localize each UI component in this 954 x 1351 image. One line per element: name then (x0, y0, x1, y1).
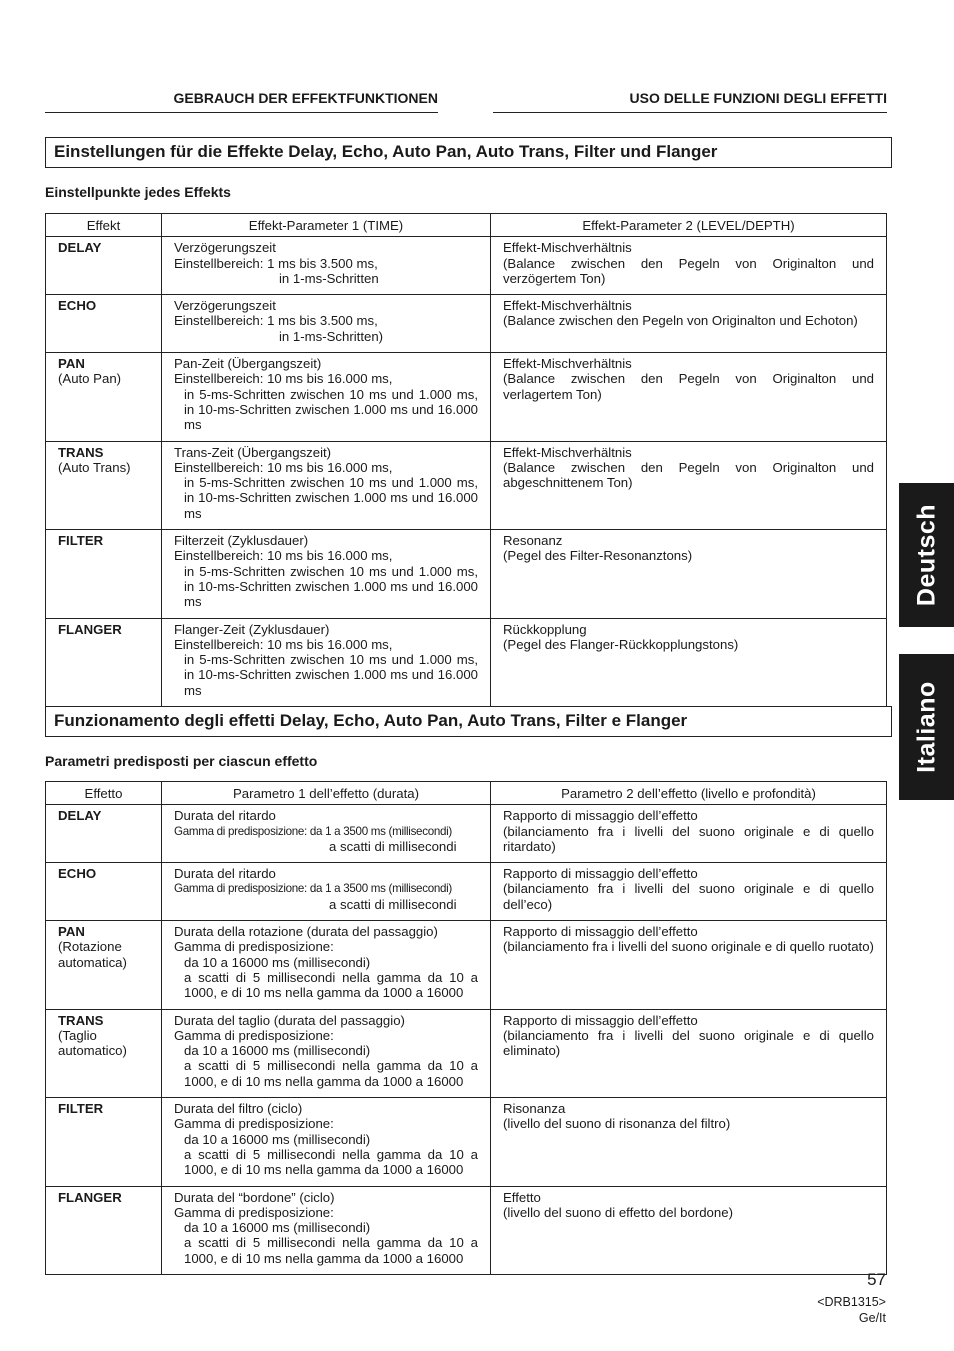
param-text: Pan-Zeit (Übergangszeit) (174, 356, 322, 372)
param-text: Durata del filtro (ciclo) (174, 1101, 303, 1117)
param-text: Effekt-Mischverhältnis (503, 444, 632, 460)
param-text: Rapporto di missaggio dell’effetto (503, 1012, 698, 1028)
param-text: (bilanciamento fra i livelli del suono originale e di quello ruotato) (503, 939, 874, 955)
param2-cell (491, 295, 887, 353)
effect-subname: (Auto Pan) (58, 371, 122, 387)
param1-cell (162, 863, 491, 921)
param-text: (bilanciamento fra i livelli del suono originale e di quello ritardato) (503, 823, 874, 854)
param-text: Durata della rotazione (durata del passaggio) (174, 924, 438, 940)
effect-cell (46, 295, 162, 353)
effect-cell (46, 441, 162, 529)
table-row (46, 805, 887, 863)
effect-name: ECHO (58, 866, 97, 882)
page-number: 57 (867, 1270, 886, 1289)
column-header: Effetto (46, 782, 162, 805)
effect-cell (46, 1098, 162, 1186)
effect-cell (46, 530, 162, 618)
param-text: Rapporto di missaggio dell’effetto (503, 866, 698, 882)
param-text: Effekt-Mischverhältnis (503, 356, 632, 372)
param-text: Durata del taglio (durata del passaggio) (174, 1012, 405, 1028)
param-text: Einstellbereich: 1 ms bis 3.500 ms, (174, 255, 378, 271)
param-text: (Pegel des Filter-Resonanztons) (503, 548, 693, 564)
param-text: a scatti di 5 millisecondi nella gamma da 10 a 1000, e di 10 ms nella gamma da 1000 a 16000 (184, 969, 478, 1001)
param2-cell (491, 805, 887, 863)
param-text: in 5-ms-Schritten zwischen 10 ms und 1.000 ms, in 10-ms-Schritten zwischen 1.000 ms und 16.000 ms (184, 386, 478, 433)
param-text: da 10 a 16000 ms (millisecondi) (184, 1043, 371, 1059)
table-header-row (46, 214, 887, 237)
param-text: Einstellbereich: 1 ms bis 3.500 ms, (174, 313, 378, 329)
param1-cell (162, 921, 491, 1009)
param-text: da 10 a 16000 ms (millisecondi) (184, 1220, 371, 1236)
effect-cell (46, 805, 162, 863)
column-header: Effekt (46, 214, 162, 237)
param-text: Gamma di predisposizione: (174, 1116, 334, 1132)
table-row (46, 353, 887, 441)
effect-name: PAN (58, 356, 85, 372)
param-text: Gamma di predisposizione: (174, 939, 334, 955)
table-row (46, 530, 887, 618)
effect-name: TRANS (58, 444, 104, 460)
effect-cell (46, 863, 162, 921)
section-title-it: Funzionamento degli effetti Delay, Echo, Auto Pan, Auto Trans, Filter e Flanger (45, 706, 892, 737)
table-row (46, 618, 887, 706)
param2-cell (491, 863, 887, 921)
param1-cell (162, 1098, 491, 1186)
param-text: (Balance zwischen den Pegeln von Originalton und Echoton) (503, 313, 858, 329)
param-text: Rapporto di missaggio dell’effetto (503, 924, 698, 940)
param-text: Trans-Zeit (Übergangszeit) (174, 444, 332, 460)
effect-name: ECHO (58, 298, 97, 314)
param-text: Verzögerungszeit (174, 240, 276, 256)
effect-subname: (Auto Trans) (58, 459, 131, 475)
table-row (46, 1009, 887, 1097)
param2-cell (491, 237, 887, 295)
column-header: Effekt-Parameter 2 (LEVEL/DEPTH) (491, 214, 887, 237)
table-row (46, 1098, 887, 1186)
effect-name: FLANGER (58, 1189, 122, 1205)
param2-cell (491, 1186, 887, 1274)
param-text: Rückkopplung (503, 621, 587, 637)
column-header: Effekt-Parameter 1 (TIME) (162, 214, 491, 237)
param-text: a scatti di millisecondi (329, 838, 457, 854)
param1-cell (162, 1009, 491, 1097)
effect-name: FILTER (58, 1101, 104, 1117)
effect-cell (46, 237, 162, 295)
param2-cell (491, 353, 887, 441)
param-text: da 10 a 16000 ms (millisecondi) (184, 1131, 371, 1147)
table-header-row (46, 782, 887, 805)
table-row (46, 1186, 887, 1274)
subtitle-it: Parametri predisposti per ciascun effetto (45, 753, 318, 769)
param-text: Einstellbereich: 10 ms bis 16.000 ms, (174, 371, 393, 387)
param-text: Einstellbereich: 10 ms bis 16.000 ms, (174, 636, 393, 652)
param-text: Effetto (503, 1189, 541, 1205)
param-text: (Balance zwischen den Pegeln von Originalton und verlagertem Ton) (503, 371, 874, 402)
effect-cell (46, 353, 162, 441)
param-text: Risonanza (503, 1101, 566, 1117)
param-text: in 5-ms-Schritten zwischen 10 ms und 1.000 ms, in 10-ms-Schritten zwischen 1.000 ms und 16.000 ms (184, 652, 478, 698)
param-text: a scatti di millisecondi (329, 896, 457, 912)
param1-cell (162, 805, 491, 863)
param1-cell (162, 618, 491, 706)
param-text: in 1-ms-Schritten (279, 270, 379, 286)
column-header: Parametro 2 dell’effetto (livello e profondità) (491, 782, 887, 805)
param-text: Gamma di predisposizione: (174, 1027, 334, 1043)
param-text: (bilanciamento fra i livelli del suono originale e di quello eliminato) (503, 1027, 874, 1059)
param-text: a scatti di 5 millisecondi nella gamma da 10 a 1000, e di 10 ms nella gamma da 1000 a 16000 (184, 1146, 478, 1178)
param-text: Effekt-Mischverhältnis (503, 240, 632, 256)
param-text: Gamma di predisposizione: da 1 a 3500 ms (millisecondi) (174, 882, 452, 896)
language-tab-italiano (899, 654, 954, 800)
param2-cell (491, 618, 887, 706)
header-right-title: USO DELLE FUNZIONI DEGLI EFFETTI (493, 90, 887, 113)
document-code-text: <DRB1315> (817, 1295, 886, 1309)
effect-cell (46, 618, 162, 706)
effect-name: PAN (58, 924, 85, 940)
param-text: (bilanciamento fra i livelli del suono originale e di quello dell’eco) (503, 881, 874, 912)
param-text: Effekt-Mischverhältnis (503, 298, 632, 314)
effect-cell (46, 921, 162, 1009)
section-title-de: Einstellungen für die Effekte Delay, Echo, Auto Pan, Auto Trans, Filter und Flanger (45, 137, 892, 168)
column-header: Parametro 1 dell’effetto (durata) (162, 782, 491, 805)
param-text: Durata del “bordone” (ciclo) (174, 1189, 335, 1205)
table-row (46, 237, 887, 295)
param-text: a scatti di 5 millisecondi nella gamma da 10 a 1000, e di 10 ms nella gamma da 1000 a 16000 (184, 1058, 478, 1089)
param-text: (livello del suono di risonanza del filtro) (503, 1116, 731, 1132)
language-tab-label: Deutsch (912, 503, 940, 607)
param1-cell (162, 237, 491, 295)
language-code-text: Ge/It (858, 1311, 886, 1325)
effect-name: FILTER (58, 533, 104, 549)
param2-cell (491, 530, 887, 618)
effects-table-it (45, 781, 887, 1275)
language-tab-deutsch (899, 483, 954, 627)
effect-cell (46, 1186, 162, 1274)
param1-cell (162, 295, 491, 353)
table-row (46, 295, 887, 353)
param2-cell (491, 1098, 887, 1186)
param1-cell (162, 353, 491, 441)
param1-cell (162, 530, 491, 618)
document-code (817, 1294, 886, 1326)
subtitle-de: Einstellpunkte jedes Effekts (45, 184, 231, 200)
param-text: a scatti di 5 millisecondi nella gamma da 10 a 1000, e di 10 ms nella gamma da 1000 a 16000 (184, 1235, 478, 1266)
effect-name: TRANS (58, 1012, 104, 1028)
param-text: Gamma di predisposizione: da 1 a 3500 ms (millisecondi) (174, 824, 452, 838)
param1-cell (162, 1186, 491, 1274)
param-text: Einstellbereich: 10 ms bis 16.000 ms, (174, 459, 393, 475)
param-text: da 10 a 16000 ms (millisecondi) (184, 954, 371, 970)
table-row (46, 441, 887, 529)
param2-cell (491, 921, 887, 1009)
effect-name: DELAY (58, 240, 102, 256)
effect-cell (46, 1009, 162, 1097)
header-left-title: GEBRAUCH DER EFFEKTFUNKTIONEN (45, 90, 438, 113)
param-text: in 5-ms-Schritten zwischen 10 ms und 1.000 ms, in 10-ms-Schritten zwischen 1.000 ms und 16.000 ms (184, 475, 478, 521)
param-text: (Pegel des Flanger-Rückkopplungstons) (503, 636, 739, 652)
param-text: Durata del ritardo (174, 866, 276, 882)
param2-cell (491, 441, 887, 529)
effect-subname: (Taglio automatico) (58, 1027, 127, 1059)
param-text: Einstellbereich: 10 ms bis 16.000 ms, (174, 548, 393, 564)
param-text: Durata del ritardo (174, 808, 276, 824)
effect-subname: (Rotazione automatica) (58, 939, 127, 970)
param-text: Gamma di predisposizione: (174, 1204, 334, 1220)
effect-name: DELAY (58, 808, 102, 824)
param-text: Rapporto di missaggio dell’effetto (503, 808, 698, 824)
param-text: Flanger-Zeit (Zyklusdauer) (174, 621, 330, 637)
effect-name: FLANGER (58, 621, 122, 637)
table-row (46, 863, 887, 921)
param-text: Verzögerungszeit (174, 298, 276, 314)
param1-cell (162, 441, 491, 529)
param2-cell (491, 1009, 887, 1097)
param-text: Filterzeit (Zyklusdauer) (174, 533, 309, 549)
language-tab-label: Italiano (912, 681, 940, 773)
param-text: in 5-ms-Schritten zwischen 10 ms und 1.000 ms, in 10-ms-Schritten zwischen 1.000 ms und 16.000 ms (184, 563, 478, 610)
table-row (46, 921, 887, 1009)
param-text: in 1-ms-Schritten) (279, 328, 384, 344)
param-text: (livello del suono di effetto del bordone) (503, 1204, 733, 1220)
param-text: Resonanz (503, 533, 563, 549)
effects-table-de (45, 213, 887, 707)
param-text: (Balance zwischen den Pegeln von Originalton und abgeschnittenem Ton) (503, 459, 874, 491)
param-text: (Balance zwischen den Pegeln von Originalton und verzögertem Ton) (503, 255, 874, 286)
